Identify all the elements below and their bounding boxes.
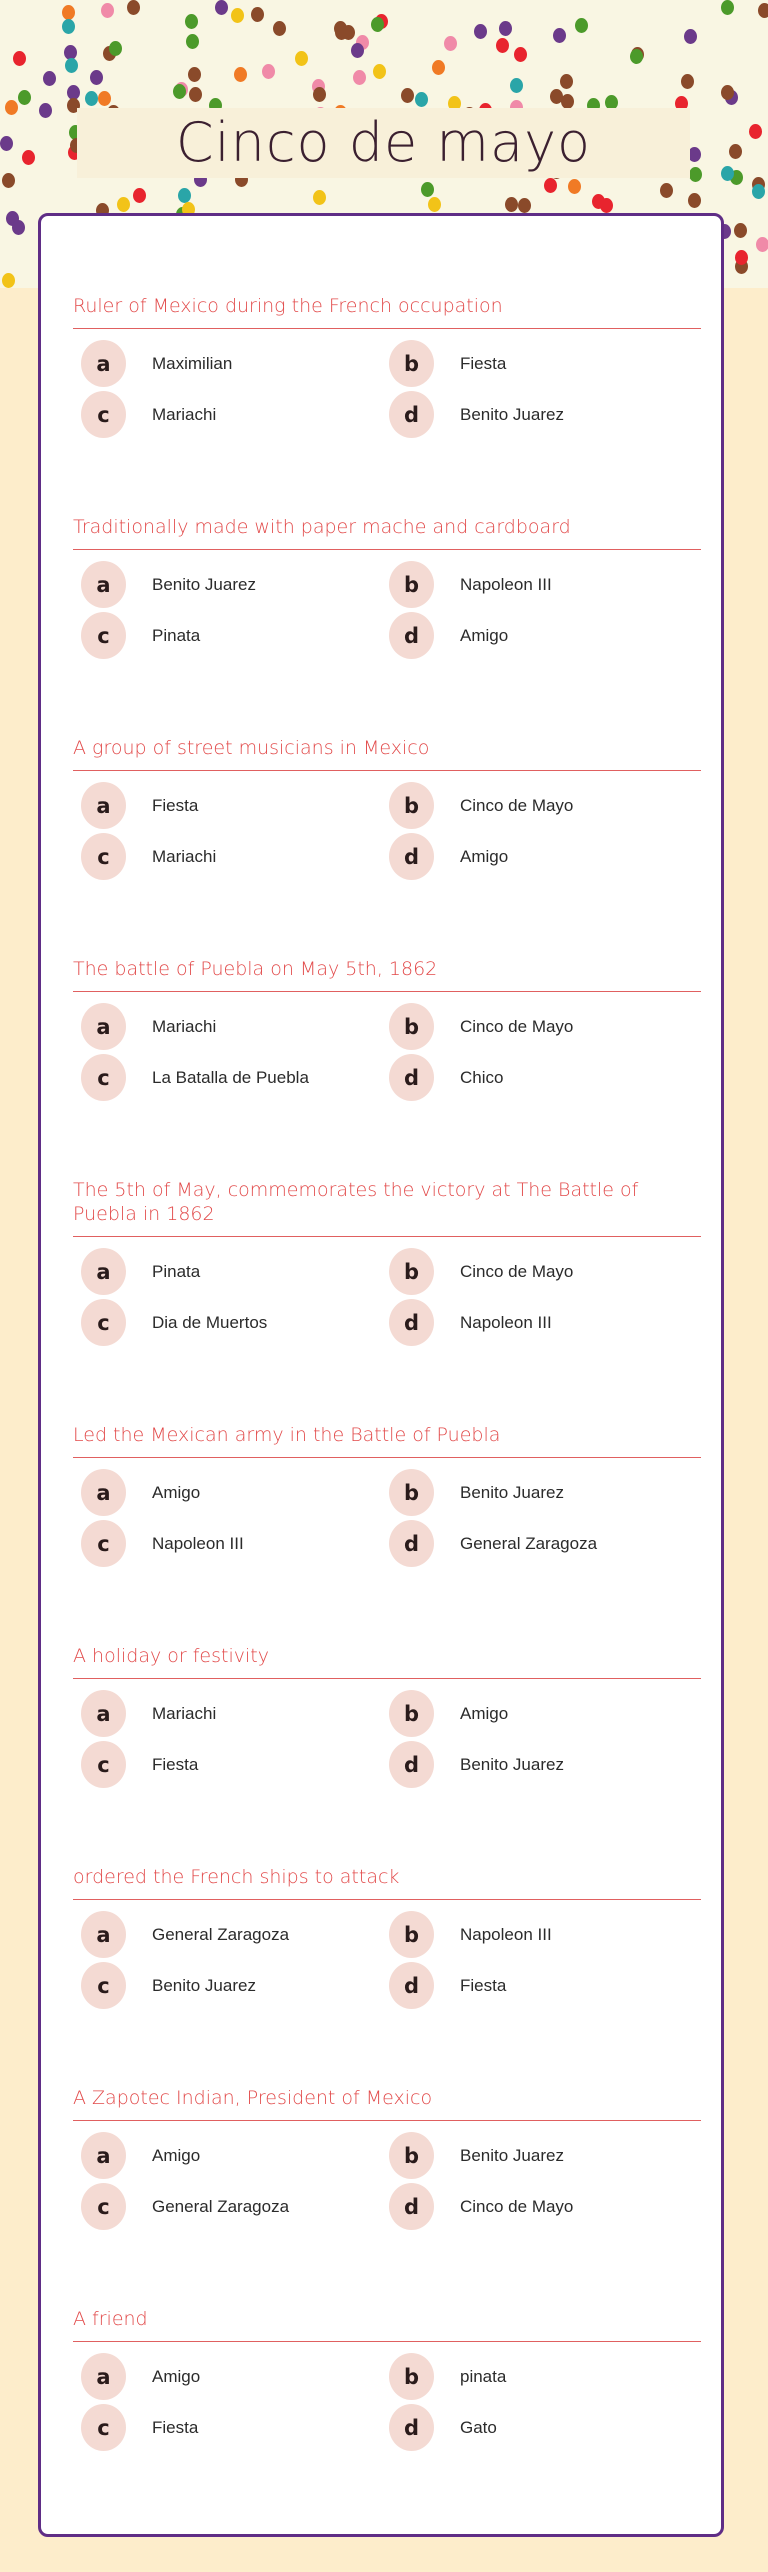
question-block: [73, 1644, 701, 1787]
answer-option-b[interactable]: [389, 2133, 697, 2178]
answer-option-b[interactable]: [389, 1249, 697, 1294]
option-text: Mariachi: [152, 1703, 217, 1723]
confetti-dot: [735, 250, 748, 265]
option-text: Napoleon III: [152, 1533, 244, 1553]
confetti-dot: [353, 70, 366, 85]
confetti-dot: [2, 273, 15, 288]
option-text: Napoleon III: [460, 574, 552, 594]
answer-options: [73, 2121, 701, 2229]
question-text: The battle of Puebla on May 5th, 1862: [73, 957, 701, 992]
answer-option-b[interactable]: [389, 1470, 697, 1515]
confetti-dot: [444, 36, 457, 51]
option-letter-badge: a: [81, 1003, 126, 1050]
option-text: Dia de Muertos: [152, 1312, 268, 1332]
option-letter-badge: c: [81, 1962, 126, 2009]
confetti-dot: [313, 190, 326, 205]
confetti-dot: [496, 38, 509, 53]
confetti-dot: [185, 14, 198, 29]
answer-option-a[interactable]: [81, 1470, 389, 1515]
option-letter-badge: c: [81, 391, 126, 438]
confetti-dot: [752, 184, 765, 199]
confetti-dot: [186, 34, 199, 49]
quiz-card: [38, 213, 724, 2537]
answer-options: [73, 1458, 701, 1566]
option-letter-badge: c: [81, 1741, 126, 1788]
option-letter-badge: a: [81, 340, 126, 387]
answer-option-d[interactable]: [389, 2184, 697, 2229]
option-letter-badge: a: [81, 1469, 126, 1516]
question-block: [73, 1423, 701, 1566]
confetti-dot: [65, 58, 78, 73]
option-text: Fiesta: [152, 1754, 199, 1774]
confetti-dot: [510, 78, 523, 93]
option-letter-badge: d: [389, 1054, 434, 1101]
confetti-dot: [721, 85, 734, 100]
answer-option-a[interactable]: [81, 2354, 389, 2399]
option-text: Mariachi: [152, 846, 217, 866]
answer-option-d[interactable]: [389, 392, 697, 437]
option-text: Mariachi: [152, 1016, 217, 1036]
confetti-dot: [688, 193, 701, 208]
option-letter-badge: b: [389, 1469, 434, 1516]
answer-options: [73, 329, 701, 437]
option-letter-badge: b: [389, 782, 434, 829]
question-text: ordered the French ships to attack: [73, 1865, 701, 1900]
option-text: Amigo: [152, 2366, 201, 2386]
title-banner: [77, 108, 690, 178]
confetti-dot: [660, 183, 673, 198]
option-text: General Zaragoza: [152, 2196, 290, 2216]
answer-option-b[interactable]: [389, 1912, 697, 1957]
question-text: Led the Mexican army in the Battle of Puebla: [73, 1423, 701, 1458]
option-letter-badge: b: [389, 1911, 434, 1958]
option-text: Amigo: [460, 1703, 509, 1723]
option-letter-badge: a: [81, 2353, 126, 2400]
confetti-dot: [630, 49, 643, 64]
confetti-dot: [499, 21, 512, 36]
answer-option-c[interactable]: [81, 392, 389, 437]
confetti-dot: [689, 167, 702, 182]
option-text: General Zaragoza: [152, 1924, 290, 1944]
answer-option-d[interactable]: [389, 1300, 697, 1345]
confetti-dot: [273, 21, 286, 36]
option-letter-badge: c: [81, 833, 126, 880]
option-text: Benito Juarez: [460, 2145, 564, 2165]
option-text: Fiesta: [460, 1975, 507, 1995]
confetti-dot: [62, 19, 75, 34]
confetti-dot: [109, 41, 122, 56]
question-text: A friend: [73, 2307, 701, 2342]
option-letter-badge: b: [389, 1690, 434, 1737]
option-letter-badge: b: [389, 2353, 434, 2400]
option-text: Pinata: [152, 1261, 201, 1281]
confetti-dot: [474, 24, 487, 39]
option-letter-badge: b: [389, 1248, 434, 1295]
confetti-dot: [251, 7, 264, 22]
confetti-dot: [568, 179, 581, 194]
confetti-dot: [62, 5, 75, 20]
question-block: [73, 957, 701, 1100]
confetti-dot: [234, 67, 247, 82]
page-title: Cinco de mayo: [175, 111, 592, 174]
answer-option-b[interactable]: [389, 1691, 697, 1736]
confetti-dot: [18, 90, 31, 105]
confetti-dot: [758, 3, 768, 18]
answer-option-c[interactable]: [81, 1521, 389, 1566]
confetti-dot: [415, 92, 428, 107]
answer-option-d[interactable]: [389, 613, 697, 658]
confetti-dot: [133, 188, 146, 203]
option-letter-badge: a: [81, 2132, 126, 2179]
question-block: [73, 1178, 701, 1345]
confetti-dot: [215, 0, 228, 15]
confetti-dot: [101, 3, 114, 18]
option-letter-badge: b: [389, 561, 434, 608]
option-text: pinata: [460, 2366, 507, 2386]
option-letter-badge: d: [389, 1741, 434, 1788]
option-letter-badge: d: [389, 1299, 434, 1346]
confetti-dot: [295, 51, 308, 66]
answer-option-b[interactable]: [389, 1004, 697, 1049]
option-letter-badge: a: [81, 782, 126, 829]
question-text: A holiday or festivity: [73, 1644, 701, 1679]
option-text: Cinco de Mayo: [460, 1261, 574, 1281]
option-text: Mariachi: [152, 404, 217, 424]
question-block: [73, 1865, 701, 2008]
option-letter-badge: d: [389, 391, 434, 438]
answer-options: [73, 992, 701, 1100]
option-text: Maximilian: [152, 353, 233, 373]
answer-option-a[interactable]: [81, 341, 389, 386]
answer-option-b[interactable]: [389, 2354, 697, 2399]
confetti-dot: [505, 197, 518, 212]
option-letter-badge: c: [81, 2183, 126, 2230]
confetti-dot: [313, 87, 326, 102]
answer-option-d[interactable]: [389, 1742, 697, 1787]
answer-option-a[interactable]: [81, 1004, 389, 1049]
question-text: Ruler of Mexico during the French occupation: [73, 294, 701, 329]
option-text: Cinco de Mayo: [460, 1016, 574, 1036]
confetti-dot: [421, 182, 434, 197]
confetti-dot: [544, 178, 557, 193]
answer-option-c[interactable]: [81, 613, 389, 658]
question-block: [73, 2307, 701, 2450]
answer-option-d[interactable]: [389, 2405, 697, 2450]
answer-options: [73, 1900, 701, 2008]
question-block: [73, 294, 701, 437]
question-text: The 5th of May, commemorates the victory at The Battle of Puebla in 1862: [73, 1178, 701, 1237]
confetti-dot: [721, 166, 734, 181]
option-text: Gato: [460, 2417, 497, 2437]
confetti-dot: [117, 197, 130, 212]
question-text: A group of street musicians in Mexico: [73, 736, 701, 771]
answer-option-d[interactable]: [389, 1521, 697, 1566]
option-text: Fiesta: [152, 795, 199, 815]
confetti-dot: [178, 188, 191, 203]
option-letter-badge: b: [389, 1003, 434, 1050]
answer-option-c[interactable]: [81, 1300, 389, 1345]
answer-option-d[interactable]: [389, 1963, 697, 2008]
option-letter-badge: c: [81, 1054, 126, 1101]
confetti-dot: [749, 124, 762, 139]
answer-option-c[interactable]: [81, 834, 389, 879]
confetti-dot: [231, 8, 244, 23]
confetti-dot: [351, 43, 364, 58]
confetti-dot: [681, 74, 694, 89]
answer-option-a[interactable]: [81, 2133, 389, 2178]
confetti-dot: [173, 84, 186, 99]
option-text: Benito Juarez: [152, 574, 256, 594]
answer-option-c[interactable]: [81, 2184, 389, 2229]
answer-option-a[interactable]: [81, 562, 389, 607]
confetti-dot: [756, 237, 768, 252]
option-text: Fiesta: [460, 353, 507, 373]
answer-option-c[interactable]: [81, 1963, 389, 2008]
confetti-dot: [5, 100, 18, 115]
option-text: Benito Juarez: [460, 404, 564, 424]
option-letter-badge: a: [81, 1911, 126, 1958]
answer-option-a[interactable]: [81, 783, 389, 828]
option-letter-badge: d: [389, 2404, 434, 2451]
confetti-dot: [550, 89, 563, 104]
confetti-dot: [90, 70, 103, 85]
confetti-dot: [189, 87, 202, 102]
answer-options: [73, 1679, 701, 1787]
option-text: General Zaragoza: [460, 1533, 598, 1553]
confetti-dot: [684, 29, 697, 44]
confetti-dot: [13, 51, 26, 66]
confetti-dot: [518, 198, 531, 213]
answer-option-a[interactable]: [81, 1249, 389, 1294]
option-letter-badge: a: [81, 561, 126, 608]
option-letter-badge: d: [389, 833, 434, 880]
option-letter-badge: a: [81, 1690, 126, 1737]
confetti-dot: [575, 18, 588, 33]
confetti-dot: [12, 220, 25, 235]
confetti-dot: [262, 64, 275, 79]
confetti-dot: [560, 74, 573, 89]
option-text: Cinco de Mayo: [460, 2196, 574, 2216]
option-letter-badge: d: [389, 2183, 434, 2230]
question-block: [73, 736, 701, 879]
option-text: Amigo: [152, 2145, 201, 2165]
answer-options: [73, 2342, 701, 2450]
option-text: Amigo: [152, 1482, 201, 1502]
answer-option-d[interactable]: [389, 834, 697, 879]
option-text: Chico: [460, 1067, 504, 1087]
option-letter-badge: c: [81, 1520, 126, 1567]
confetti-dot: [371, 17, 384, 32]
confetti-dot: [734, 223, 747, 238]
confetti-dot: [0, 136, 13, 151]
confetti-dot: [721, 0, 734, 15]
answer-options: [73, 771, 701, 879]
option-letter-badge: d: [389, 1520, 434, 1567]
confetti-dot: [127, 0, 140, 15]
confetti-dot: [98, 91, 111, 106]
confetti-dot: [373, 64, 386, 79]
confetti-dot: [39, 103, 52, 118]
confetti-dot: [428, 197, 441, 212]
confetti-dot: [188, 67, 201, 82]
option-text: Cinco de Mayo: [460, 795, 574, 815]
option-text: Benito Juarez: [152, 1975, 256, 1995]
answer-option-c[interactable]: [81, 2405, 389, 2450]
confetti-dot: [592, 194, 605, 209]
option-letter-badge: b: [389, 340, 434, 387]
answer-options: [73, 550, 701, 658]
confetti-dot: [334, 21, 347, 36]
option-text: Benito Juarez: [460, 1754, 564, 1774]
option-text: Pinata: [152, 625, 201, 645]
answer-option-b[interactable]: [389, 341, 697, 386]
option-letter-badge: c: [81, 612, 126, 659]
question-text: Traditionally made with paper mache and cardboard: [73, 515, 701, 550]
option-text: Fiesta: [152, 2417, 199, 2437]
option-letter-badge: d: [389, 1962, 434, 2009]
confetti-dot: [22, 150, 35, 165]
question-block: [73, 515, 701, 658]
option-letter-badge: c: [81, 2404, 126, 2451]
answer-option-b[interactable]: [389, 562, 697, 607]
confetti-dot: [432, 60, 445, 75]
answer-option-b[interactable]: [389, 783, 697, 828]
confetti-dot: [401, 88, 414, 103]
answer-option-c[interactable]: [81, 1055, 389, 1100]
option-text: Amigo: [460, 625, 509, 645]
option-text: Amigo: [460, 846, 509, 866]
question-text: A Zapotec Indian, President of Mexico: [73, 2086, 701, 2121]
option-text: Napoleon III: [460, 1312, 552, 1332]
answer-option-d[interactable]: [389, 1055, 697, 1100]
option-text: Benito Juarez: [460, 1482, 564, 1502]
option-letter-badge: a: [81, 1248, 126, 1295]
confetti-dot: [729, 144, 742, 159]
option-letter-badge: b: [389, 2132, 434, 2179]
confetti-dot: [85, 91, 98, 106]
confetti-dot: [553, 28, 566, 43]
option-text: Napoleon III: [460, 1924, 552, 1944]
option-letter-badge: d: [389, 612, 434, 659]
answer-options: [73, 1237, 701, 1345]
option-text: La Batalla de Puebla: [152, 1067, 309, 1087]
question-block: [73, 2086, 701, 2229]
option-letter-badge: c: [81, 1299, 126, 1346]
answer-option-c[interactable]: [81, 1742, 389, 1787]
answer-option-a[interactable]: [81, 1691, 389, 1736]
question-list: [73, 294, 701, 2528]
confetti-dot: [514, 47, 527, 62]
confetti-dot: [2, 173, 15, 188]
answer-option-a[interactable]: [81, 1912, 389, 1957]
confetti-dot: [43, 71, 56, 86]
